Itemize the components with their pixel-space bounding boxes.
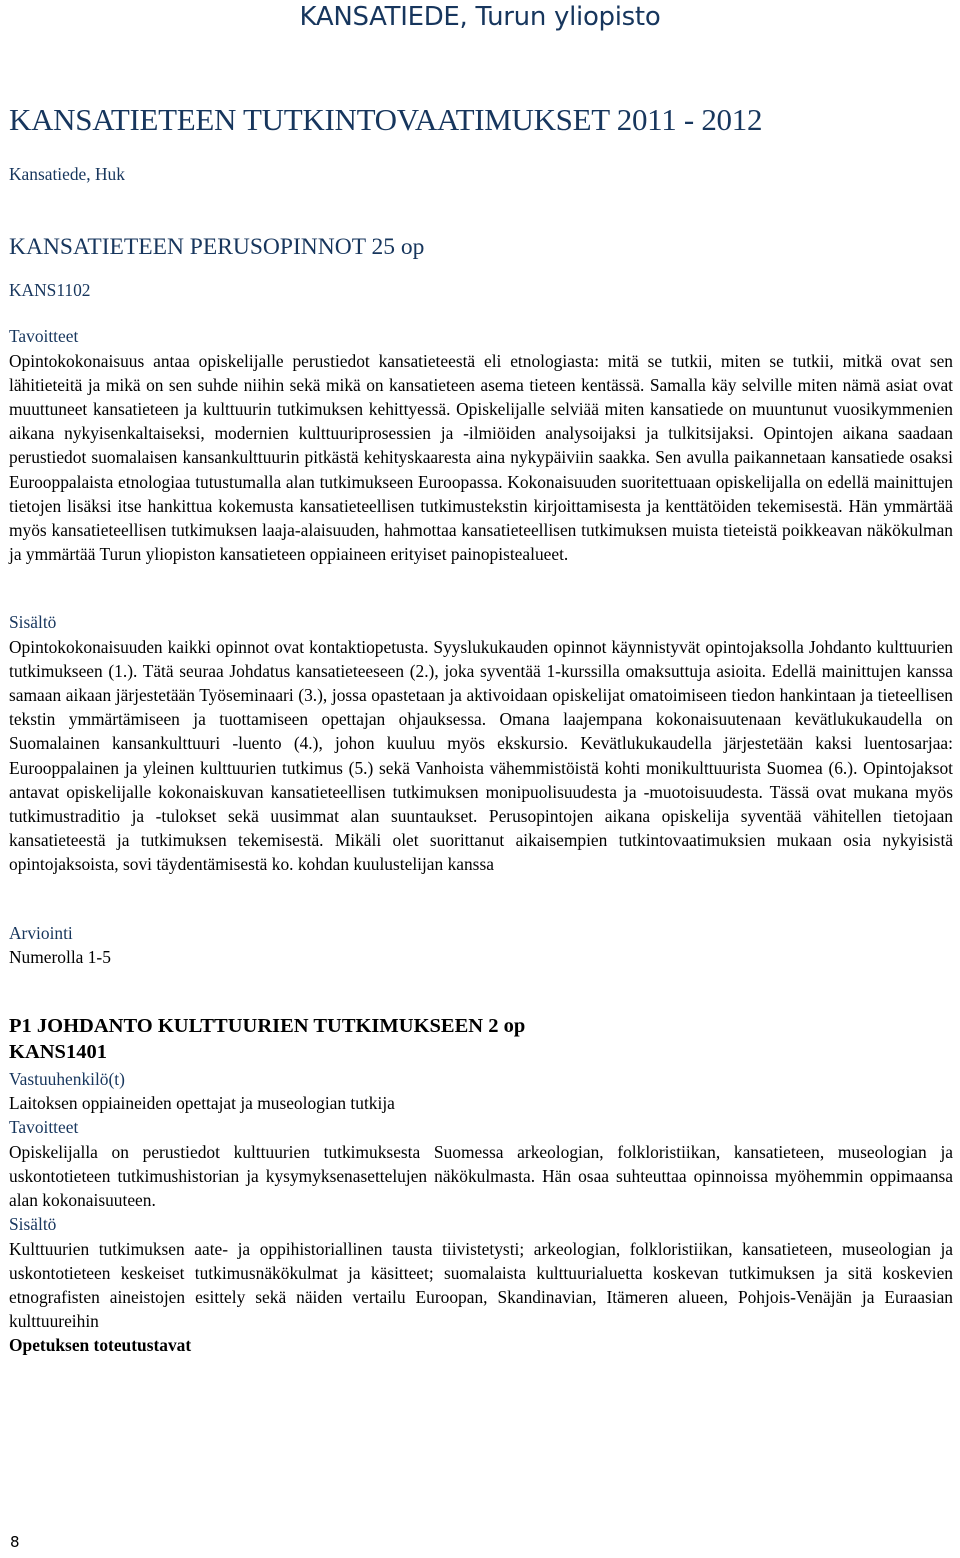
course-sisalto-heading: Sisältö: [9, 1214, 57, 1235]
course-code: KANS1401: [9, 1041, 107, 1064]
arviointi-text: Numerolla 1-5: [9, 946, 111, 967]
arviointi-heading: Arviointi: [9, 922, 73, 943]
running-header: KANSATIEDE, Turun yliopisto: [299, 2, 661, 32]
course-sisalto-paragraph: Kulttuurien tutkimuksen aate- ja oppihistoriallinen tausta tiivistetysti; arkeologian, folkloristiikan, kansatieteen, museologian ja uskontotieteen keskeiset tutkimusnäkökulmat ja käsitteet; suomalaista kulttuurialuetta koskevan tutkimuksen ja sitä koskevien etnografisten aineistojen esittely sekä näiden vertailu Euroopan, Skandinavian, Itämeren alueen, Pohjois-Venäjän ja Euraasian kulttuureihin: [9, 1238, 953, 1332]
document-title: KANSATIETEEN TUTKINTOVAATIMUKSET 2011 - 2012: [9, 102, 763, 137]
tavoitteet-paragraph: Opintokokonaisuus antaa opiskelijalle perustiedot kansatieteestä eli etnologiasta: mitä se tutkii, miten se tutkii, mitkä ovat sen lähitieteitä ja mikä on sen suhde niihin sekä mikä on kansatieteen asema tieteen kentässä. Samalla käy selville miten nämä asiat ovat muuttuneet kansatieteen ja kulttuurin tutkimuksen kehittyessä. Opiskelijalle selviää miten kansatiede on muuntunut vuosikymmenien aikana nykyisenkaltaiseksi, modernien kulttuuriprosessien ja -ilmiöiden analysoijaksi ja tulkitsijaksi. Opintojen aikana saadaan perustiedot suomalaisen kansankulttuurin pitkästä kehityskaaresta aina nykypäiviin saakka. Sen avulla paikannetaan kansatiede osaksi Eurooppalaista etnologiaa tutustumalla alan tutkimukseen Euroopassa. Kokonaisuuden suoritettuaan opiskelijalla on edellä mainittujen tietojen lisäksi itse hankittua kokemusta kansatieteellisen tutkimustekstin kirjoittamisesta ja kenttätöiden tekemisestä. Hän ymmärtää myös kansatieteellisen tutkimuksen laaja-alaisuuden, hahmottaa kansatieteellisen tutkimuksen muista tieteistä poikkeavan näkökulman ja ymmärtää Turun yliopiston kansatieteen oppiaineen erityiset painopistealueet.: [9, 350, 953, 565]
document-subtitle: Kansatiede, Huk: [9, 164, 125, 184]
document-content: [9, 100, 953, 1358]
tavoitteet-heading: Tavoitteet: [9, 326, 79, 347]
section-title: KANSATIETEEN PERUSOPINNOT 25 op: [9, 234, 425, 261]
vastuuhenkilo-heading: Vastuuhenkilö(t): [9, 1069, 125, 1090]
toteutustavat-heading: Opetuksen toteutustavat: [9, 1335, 192, 1356]
course-tavoitteet-heading: Tavoitteet: [9, 1117, 79, 1138]
page-number: 8: [10, 1533, 20, 1551]
sisalto-paragraph: Opintokokonaisuuden kaikki opinnot ovat kontaktiopetusta. Syyslukukauden opinnot käynnistyvät opintojaksolla Johdanto kulttuurien tutkimukseen (1.). Tätä seuraa Johdatus kansatieteeseen (2.), joka syventää 1-kurssilla omaksuttuja asioita. Edellä mainittujen kanssa samaan aikaan järjestetään Työseminaari (3.), jossa opastetaan ja aktivoidaan opiskelijat omatoimiseen tiedon hankintaan ja tieteellisen tekstin ymmärtämiseen ja tuottamiseen opettajan ohjauksessa. Omana laajempana kokonaisuutenaan kevätlukukaudella on Suomalainen kansankulttuuri -luento (4.), johon kuuluu myös ekskursio. Kevätlukukaudella järjestetään kaksi luentosarjaa: Eurooppalainen ja yleinen kulttuurien tutkimus (5.) sekä Vanhoista vähemmistöistä kohti monikulttuurista Suomea (6.). Opintojaksot antavat opiskelijalle kokonaiskuvan kansatieteellisen tutkimuksen monipuolisuudesta ja -muotoisuudesta. Tässä ovat mukana myös tutkimustraditio ja -tulokset sekä uusimmat alan suuntaukset. Perusopintojen aikana opiskelija syventää vähitellen tietojaan kansatieteestä ja tutkimuksen tekemisestä. Mikäli olet suorittanut aikaisempien tutkintovaatimuksien mukaan osia nykyisistä opintojaksoista, sovi täydentämisestä ko. kohdan kuulustelijan kanssa: [9, 636, 953, 875]
sisalto-heading: Sisältö: [9, 612, 57, 633]
course-tavoitteet-paragraph: Opiskelijalla on perustiedot kulttuurien tutkimuksesta Suomessa arkeologian, folkloristiikan, kansatieteen, museologian ja uskontotieteen tutkimushistorian ja kysymyksenasettelujen näkökulmasta. Hän osaa suhteuttaa opinnoissa myöhemmin oppimaansa alan kokonaisuuteen.: [9, 1141, 953, 1211]
vastuuhenkilo-text: Laitoksen oppiaineiden opettajat ja museologian tutkija: [9, 1093, 395, 1114]
section-code: KANS1102: [9, 280, 91, 301]
course-title: P1 JOHDANTO KULTTUURIEN TUTKIMUKSEEN 2 op: [9, 1015, 526, 1038]
